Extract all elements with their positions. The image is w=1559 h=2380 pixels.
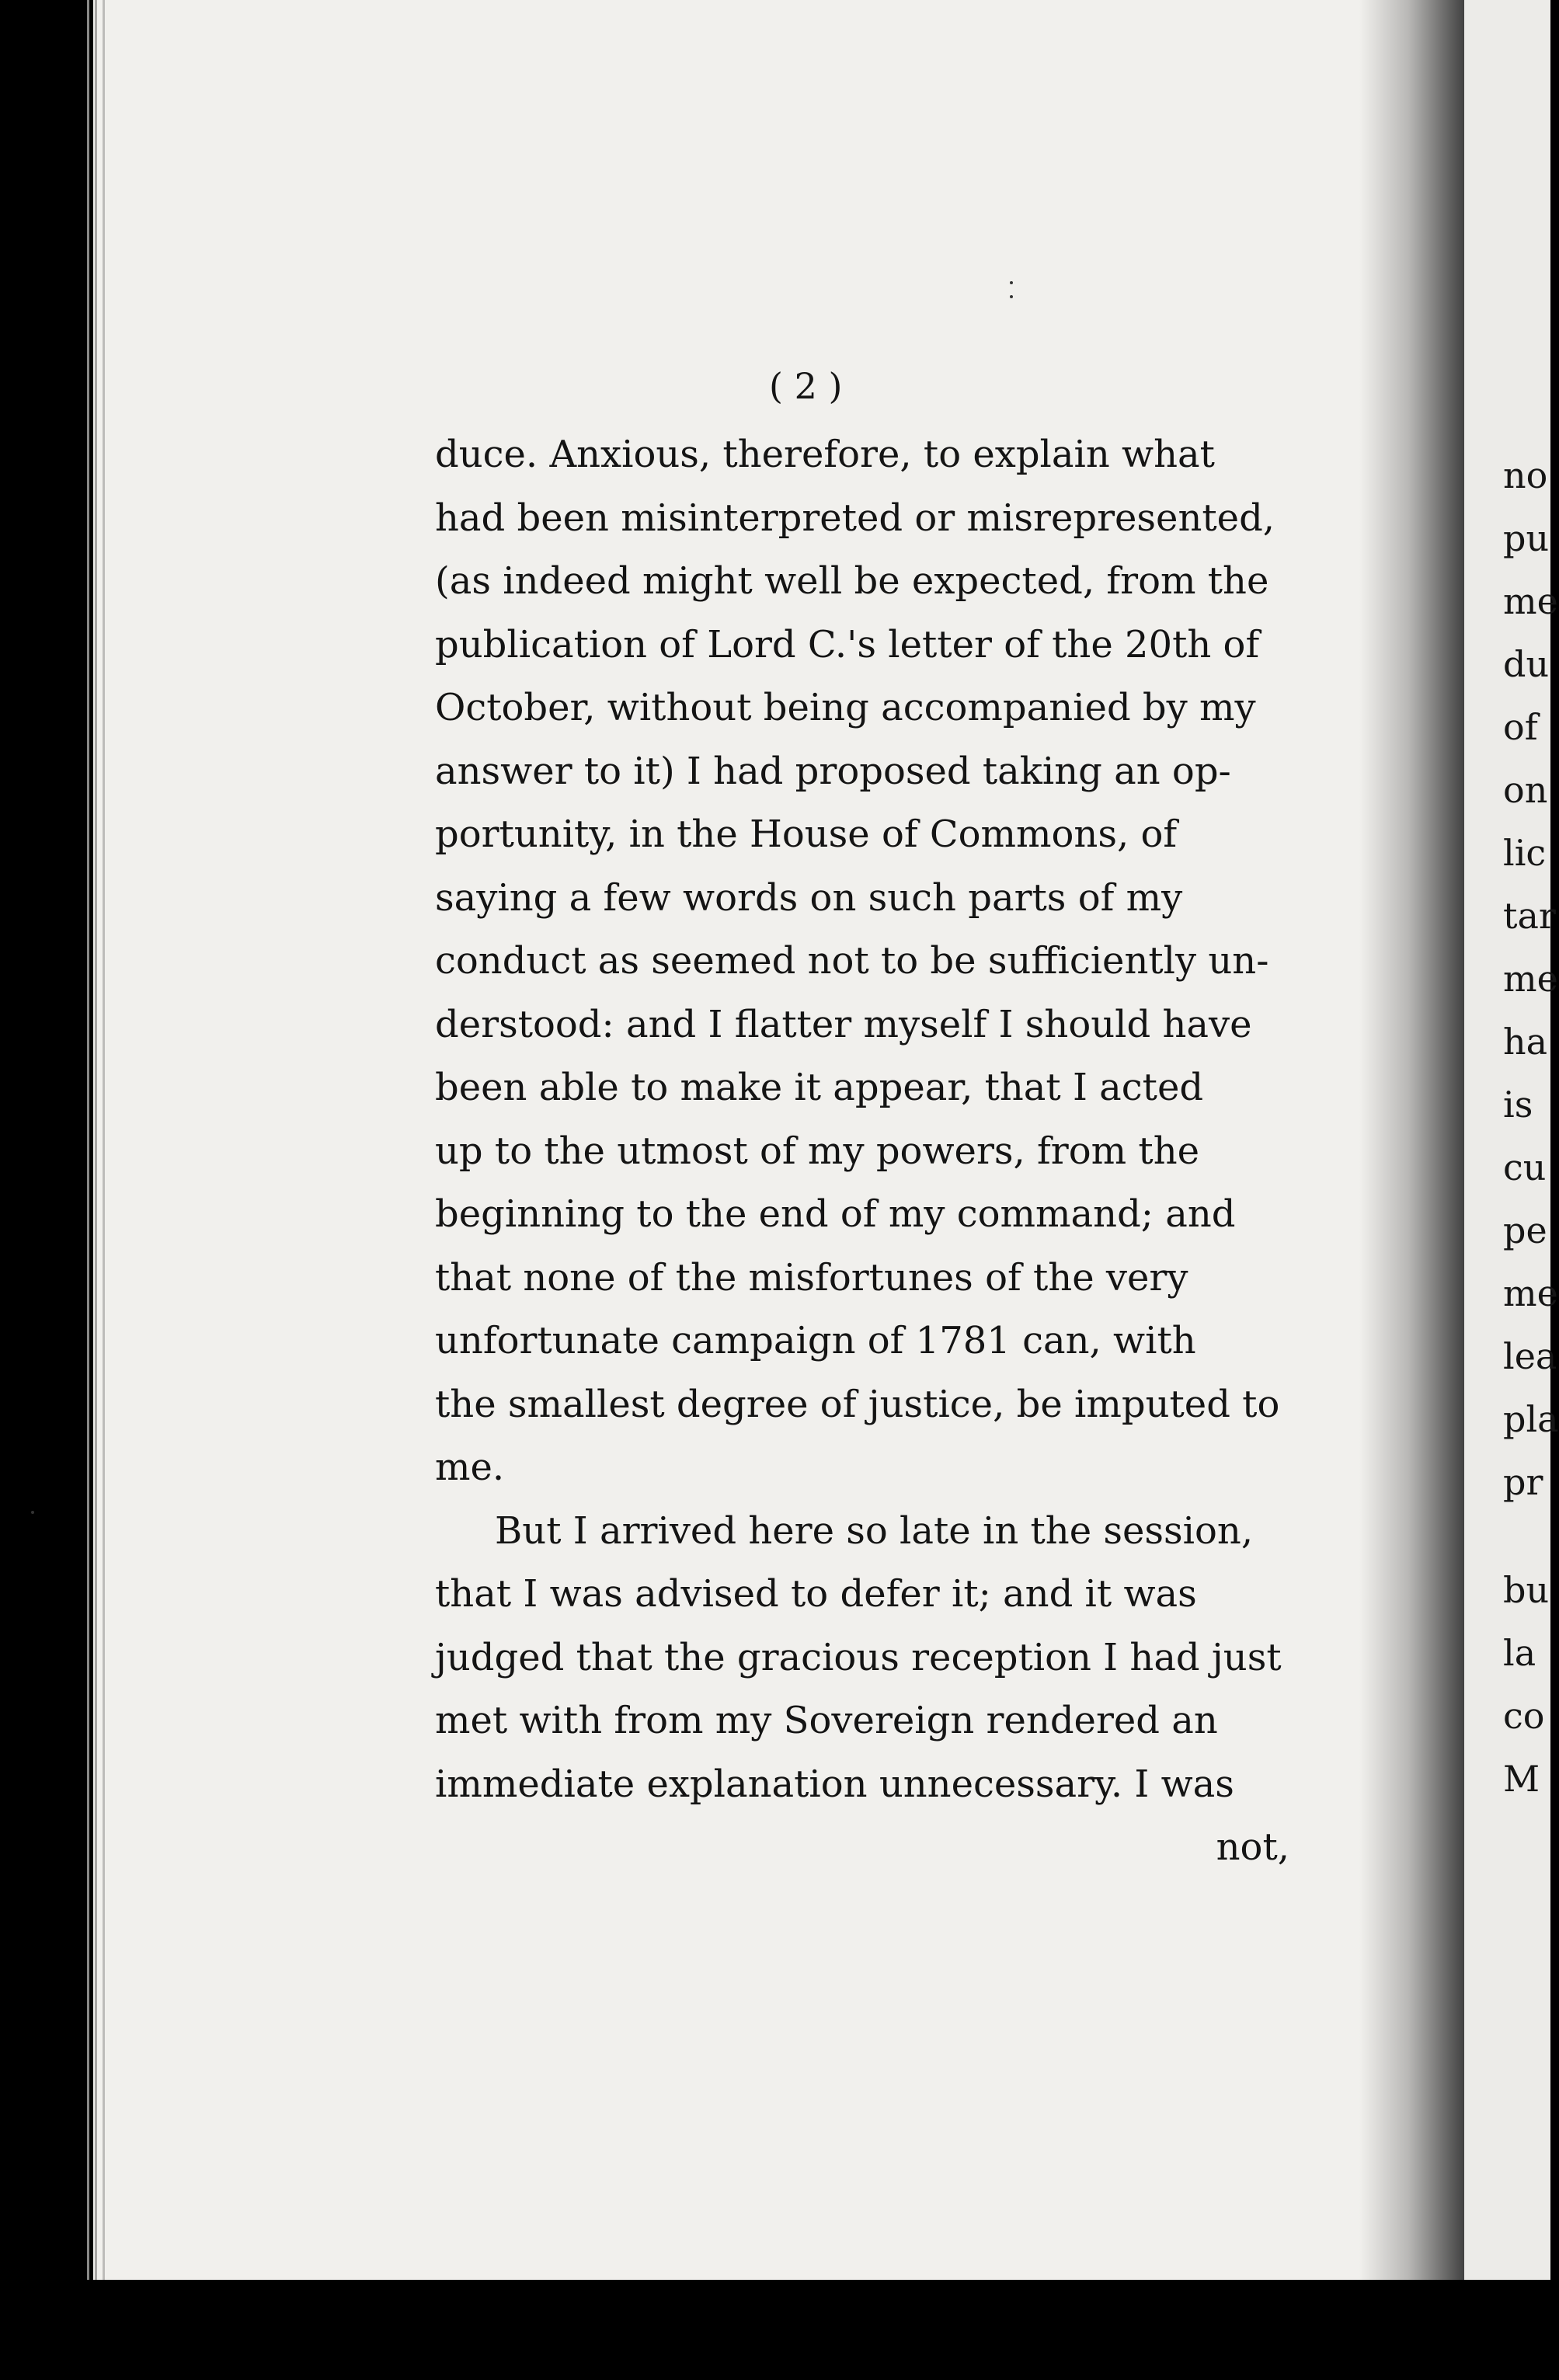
text-line: up to the utmost of my powers, from the — [435, 1129, 1200, 1173]
facing-page-fragment: pe — [1503, 1209, 1547, 1251]
facing-page — [1464, 0, 1559, 2280]
facing-page-fragment: bu — [1503, 1569, 1550, 1611]
gutter-shadow — [1359, 0, 1468, 2280]
facing-page-fragment: pr — [1503, 1461, 1543, 1503]
facing-page-fragment: cu — [1503, 1147, 1547, 1188]
page-edge — [95, 0, 97, 2280]
facing-page-fragment: of — [1503, 706, 1538, 748]
text-line: met with from my Sovereign rendered an — [435, 1699, 1218, 1742]
text-line: answer to it) I had proposed taking an op- — [435, 749, 1231, 793]
facing-page-fragment: pla — [1503, 1398, 1559, 1440]
text-line: that I was advised to defer it; and it was — [435, 1572, 1197, 1616]
text-line: the smallest degree of justice, be imputed to — [435, 1382, 1280, 1426]
text-line: saying a few words on such parts of my — [435, 875, 1183, 920]
page-edge — [103, 0, 105, 2280]
ink-speck — [1010, 295, 1013, 298]
catchword: not, — [1216, 1825, 1289, 1869]
facing-page-fragment: is — [1503, 1084, 1533, 1126]
text-line: beginning to the end of my command; and — [435, 1192, 1236, 1236]
facing-page-fragment: me — [1503, 958, 1558, 1000]
text-line: judged that the gracious reception I had just — [435, 1635, 1282, 1679]
facing-page-fragment: no — [1503, 454, 1548, 496]
facing-page-fragment: du — [1503, 643, 1550, 685]
facing-page-fragment: me — [1503, 1272, 1558, 1314]
text-line: immediate explanation unnecessary. I was — [435, 1762, 1234, 1806]
text-line: unfortunate campaign of 1781 can, with — [435, 1319, 1196, 1362]
text-line: that none of the misfortunes of the very — [435, 1255, 1188, 1300]
text-line: portunity, in the House of Commons, of — [435, 812, 1178, 856]
facing-page-fragment: M — [1503, 1758, 1540, 1800]
text-line: duce. Anxious, therefore, to explain what — [435, 433, 1215, 476]
text-line: (as indeed might well be expected, from the — [435, 559, 1269, 603]
text-line: publication of Lord C.'s letter of the 20th of — [435, 622, 1260, 666]
text-line: conduct as seemed not to be sufficiently un- — [435, 939, 1269, 983]
ink-speck — [1010, 281, 1013, 284]
text-line: been able to make it appear, that I acted — [435, 1066, 1204, 1109]
facing-page-fragment: lea — [1503, 1335, 1557, 1377]
facing-page-fragment: ha — [1503, 1021, 1548, 1063]
body-text — [435, 423, 1289, 1880]
facing-page-fragment: co — [1503, 1695, 1545, 1737]
facing-page-fragment: me — [1503, 580, 1558, 622]
text-line: October, without being accompanied by my — [435, 686, 1256, 729]
facing-page-fragment: lic — [1503, 832, 1547, 874]
page-number: ( 2 ) — [769, 365, 843, 407]
facing-page-fragment: pu — [1503, 517, 1550, 559]
facing-page-fragment: on — [1503, 769, 1548, 811]
facing-page-fragment: tar — [1503, 895, 1556, 937]
text-line: But I arrived here so late in the session, — [495, 1508, 1254, 1553]
page-edge — [87, 0, 89, 2280]
text-line: me. — [435, 1446, 505, 1489]
text-line: derstood: and I flatter myself I should have — [435, 1002, 1252, 1046]
text-line: had been misinterpreted or misrepresented, — [435, 496, 1275, 540]
ink-speck — [31, 1511, 34, 1514]
facing-page-fragment: la — [1503, 1632, 1536, 1674]
